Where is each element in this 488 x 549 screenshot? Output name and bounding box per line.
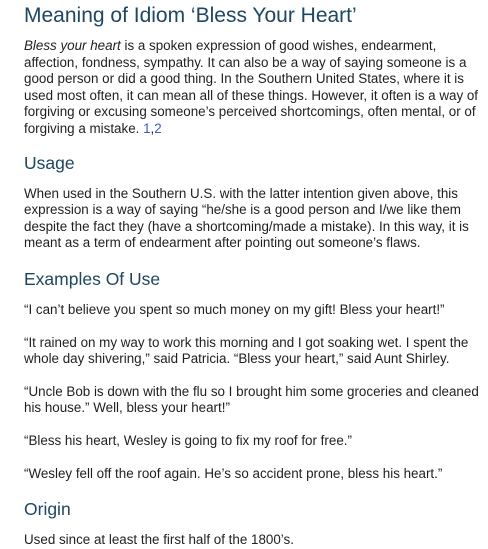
- example-item: “It rained on my way to work this morning and I got soaking wet. I spent the whole day shivering,” said Patricia. “Bless your heart,” said Aunt Shirley.: [24, 334, 469, 367]
- example-item: “I can’t believe you spent so much money on my gift! Bless your heart!”: [24, 301, 445, 317]
- reference-separator: ,: [150, 120, 155, 136]
- example-item: “Uncle Bob is down with the flu so I brought him some groceries and cleaned his house.” Well, bless your heart!”: [24, 383, 479, 416]
- reference-link-1[interactable]: 1: [143, 120, 151, 136]
- examples-heading: Examples Of Use: [24, 268, 161, 289]
- page-title: Meaning of Idiom ‘Bless Your Heart’: [24, 4, 357, 27]
- usage-heading: Usage: [24, 152, 75, 173]
- example-item: “Bless his heart, Wesley is going to fix my roof for free.”: [24, 432, 352, 448]
- intro-paragraph: [24, 38, 480, 138]
- origin-heading: Origin: [24, 499, 71, 520]
- example-item: “Wesley fell off the roof again. He’s so accident prone, bless his heart.”: [24, 465, 443, 481]
- intro-text: is a spoken expression of good wishes, endearment, affection, fondness, sympathy. It can also be a way of saying someone is a good person or did a good thing. In the Southern United States, where it is used most often, it can mean all of these things. However, it often is a way of forgiving or excusing someone’s perceived shortcomings, often mental, or of forgiving a mistake.: [24, 38, 479, 136]
- reference-link-2[interactable]: 2: [154, 120, 162, 136]
- references: [143, 121, 162, 136]
- usage-paragraph: When used in the Southern U.S. with the latter intention given above, this expression is a way of saying “he/she is a good person and I/we like them despite the fact they (have a shortcoming/made a mistake). In this way, it is meant as a term of endearment after pointing out someone’s flaws.: [24, 185, 469, 251]
- idiom-lead: Bless your heart: [24, 38, 121, 53]
- origin-paragraph: Used since at least the first half of the 1800’s.: [24, 532, 294, 548]
- article: [0, 3, 488, 549]
